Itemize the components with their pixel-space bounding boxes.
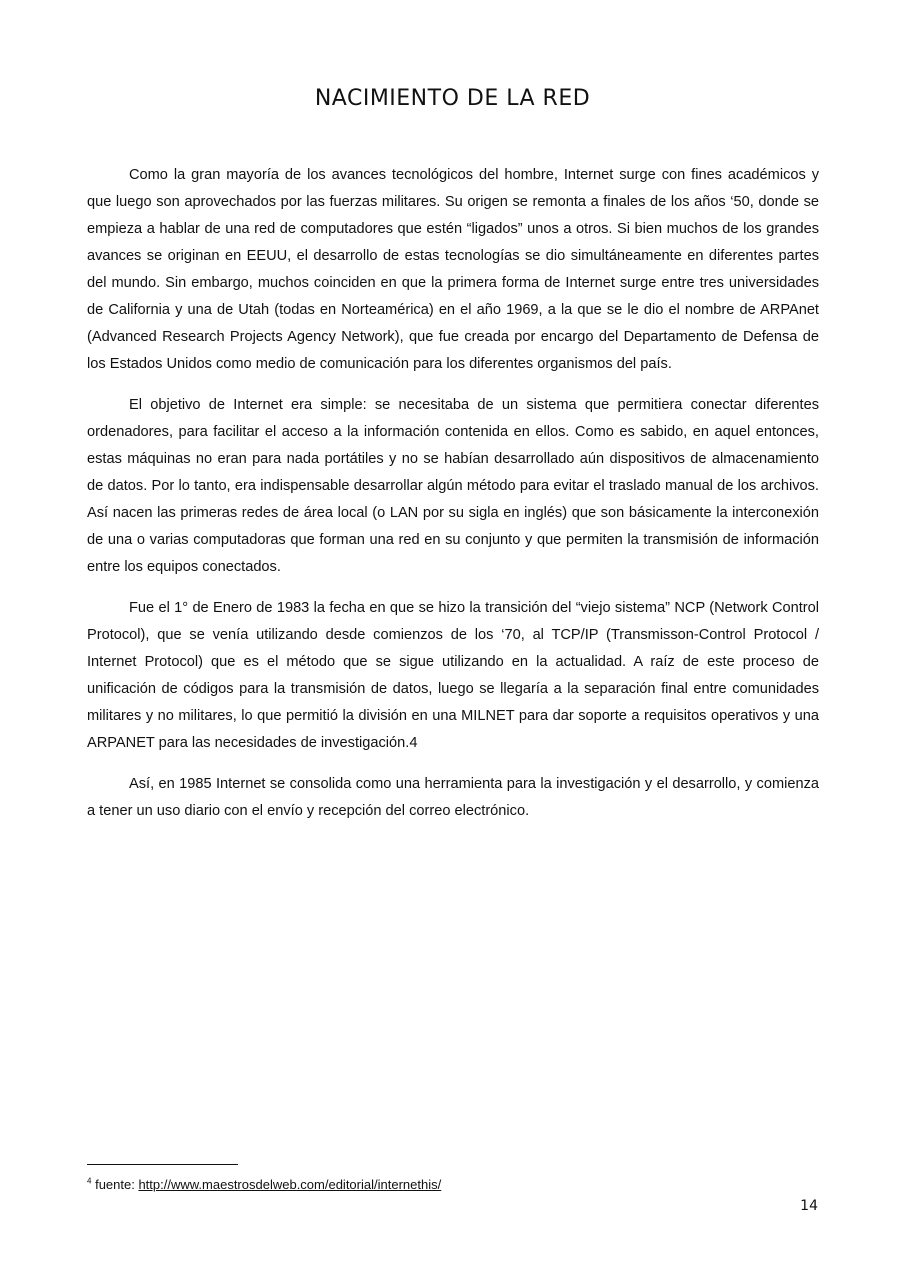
footnote-source-link[interactable]: http://www.maestrosdelweb.com/editorial/internethis/ bbox=[138, 1177, 442, 1192]
paragraph-4: Así, en 1985 Internet se consolida como una herramienta para la investigación y el desarrollo, y comienza a tener un uso diario con el envío y recepción del correo electrónico. bbox=[87, 776, 819, 819]
page-title: NACIMIENTO DE LA RED bbox=[314, 86, 591, 111]
footnote-divider bbox=[87, 1164, 238, 1165]
paragraph-3: Fue el 1° de Enero de 1983 la fecha en que se hizo la transición del “viejo sistema” NCP (Network Control Protocol), que se venía utilizando desde comienzos de los ‘70, al TCP/IP (Transmisson-Control Protocol / Internet Protocol) que es el método que se sigue utilizando en la actualidad. A raíz de este proceso de unificación de códigos para la transmisión de datos, luego se llegaría a la separación final entre comunidades militares y no militares, lo que permitió la división en una MILNET para dar soporte a requisitos operativos y una ARPANET para las necesidades de investigación.4 bbox=[87, 600, 819, 751]
footnote-marker: 4 bbox=[87, 1176, 92, 1186]
footnote-label: fuente: bbox=[95, 1177, 139, 1192]
page-number: 14 bbox=[800, 1198, 818, 1214]
footnote bbox=[87, 1177, 441, 1193]
paragraph-2: El objetivo de Internet era simple: se necesitaba de un sistema que permitiera conectar diferentes ordenadores, para facilitar el acceso a la información contenida en ellos. Como es sabido, en aquel entonces, estas máquinas no eran para nada portátiles y no se habían desarrollado aún dispositivos de almacenamiento de datos. Por lo tanto, era indispensable desarrollar algún método para evitar el traslado manual de los archivos. Así nacen las primeras redes de área local (o LAN por su sigla en inglés) que son básicamente la interconexión de una o varias computadoras que forman una red en su conjunto y que permiten la transmisión de información entre los equipos conectados. bbox=[87, 397, 819, 575]
body-text bbox=[87, 162, 819, 839]
paragraph-1: Como la gran mayoría de los avances tecnológicos del hombre, Internet surge con fines académicos y que luego son aprovechados por las fuerzas militares. Su origen se remonta a finales de los años ‘50, donde se empieza a hablar de una red de computadores que estén “ligados” unos a otros. Si bien muchos de los grandes avances se originan en EEUU, el desarrollo de estas tecnologías se dio simultáneamente en diferentes partes del mundo. Sin embargo, muchos coinciden en que la primera forma de Internet surge entre tres universidades de California y una de Utah (todas en Norteamérica) en el año 1969, a la que se le dio el nombre de ARPAnet (Advanced Research Projects Agency Network), que fue creada por encargo del Departamento de Defensa de los Estados Unidos como medio de comunicación para los diferentes organismos del país. bbox=[87, 167, 819, 372]
